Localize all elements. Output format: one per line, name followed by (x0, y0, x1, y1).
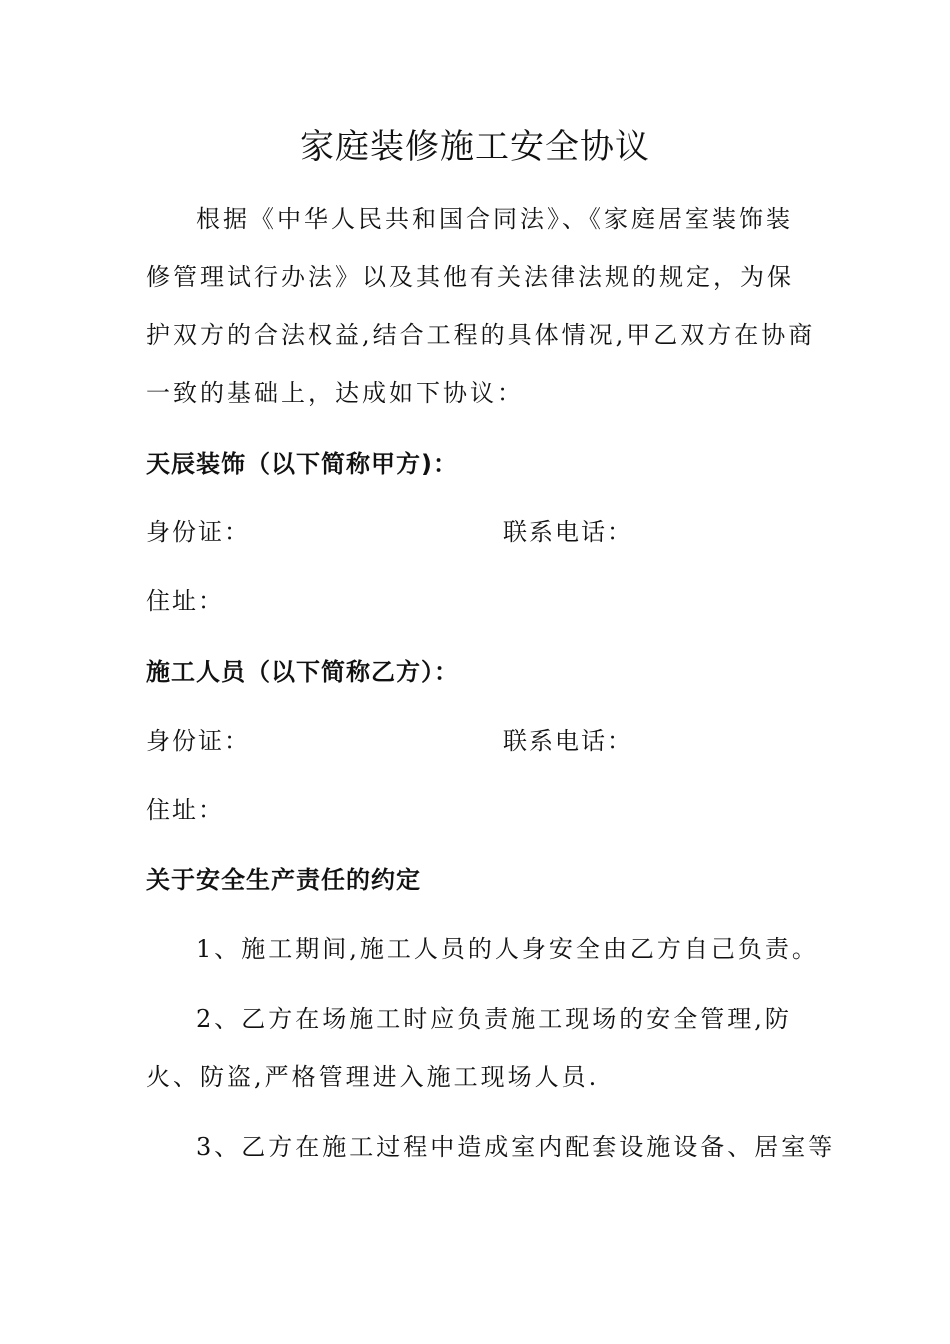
party-b-heading: 施工人员（以下简称乙方）： (146, 658, 459, 686)
intro-paragraph: 根据《中华人民共和国合同法》、《家庭居室装饰装修管理试行办法》以及其他有关法律法规的规定，为保护双方的合法权益,结合工程的具体情况,甲乙双方在协商一致的基础上，达成如下协议： (146, 205, 816, 407)
clause-1: 1、施工期间,施工人员的人身安全由乙方自己负责。 (196, 935, 819, 963)
party-a-address-label: 住址： (146, 587, 224, 615)
party-a-phone-label: 联系电话： (503, 518, 633, 546)
party-a-heading: 天辰装饰（以下简称甲方)： (146, 450, 458, 478)
clause-2: 2、乙方在场施工时应负责施工现场的安全管理,防火、防盗,严格管理进入施工现场人员. (146, 1005, 792, 1091)
party-b-address-label: 住址： (146, 796, 224, 824)
party-a-id-label: 身份证： (146, 518, 250, 546)
party-b-phone-label: 联系电话： (503, 727, 633, 755)
party-b-id-label: 身份证： (146, 727, 250, 755)
document-title: 家庭装修施工安全协议 (300, 127, 650, 167)
clause-3: 3、乙方在施工过程中造成室内配套设施设备、居室等 (196, 1133, 836, 1161)
section-heading: 关于安全生产责任的约定 (146, 866, 421, 894)
